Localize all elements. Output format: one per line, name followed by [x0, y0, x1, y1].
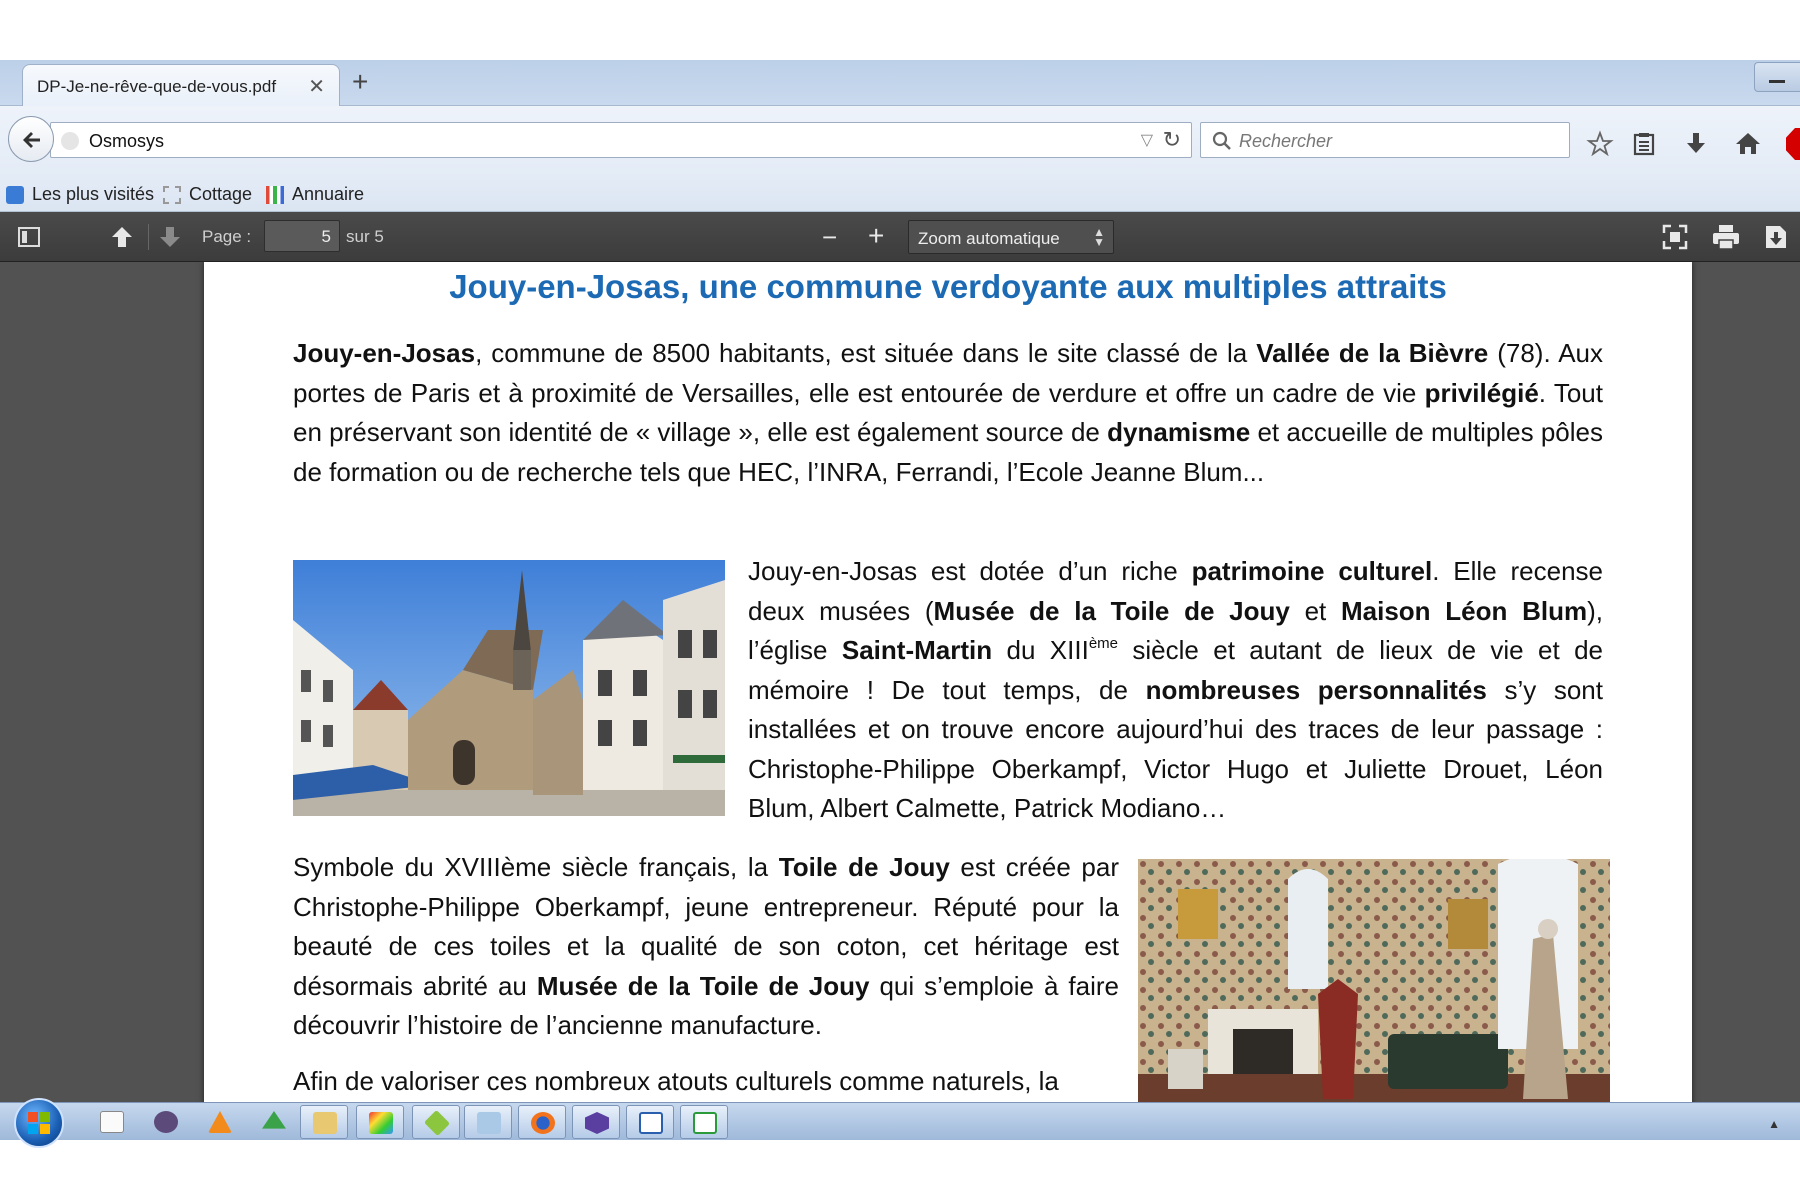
- museum-room-photo: [1138, 859, 1610, 1102]
- bold-text: nombreuses personnalités: [1145, 674, 1487, 705]
- feather-app-icon: [477, 1112, 501, 1134]
- taskbar-notepad[interactable]: [88, 1105, 136, 1139]
- back-arrow-icon: [20, 128, 44, 152]
- bold-text: privilégié: [1424, 377, 1539, 408]
- green-app-icon: [262, 1111, 286, 1133]
- minimize-window-button[interactable]: [1754, 62, 1800, 92]
- taskbar-explorer[interactable]: [300, 1105, 348, 1139]
- firefox-icon: [531, 1112, 555, 1134]
- site-identity-icon[interactable]: [61, 132, 79, 150]
- taskbar-purple-app[interactable]: [572, 1105, 620, 1139]
- toolbar-separator: [148, 224, 149, 250]
- home-icon[interactable]: [1734, 130, 1762, 158]
- page-label: Page :: [202, 227, 252, 246]
- tab-strip: [0, 60, 1800, 106]
- purple-app-icon: [585, 1112, 609, 1134]
- taskbar-cube-app[interactable]: [412, 1105, 460, 1139]
- text-span: s’y sont installées et on trouve encore aujourd’hui des traces de leur passage : Christophe-Philippe Oberkampf, Victor Hugo et Juliette Drouet, Léon Blum, Albert Calmette, Patrick Modiano…: [748, 674, 1603, 823]
- url-text[interactable]: Osmosys: [89, 131, 165, 151]
- taskbar-calc[interactable]: [680, 1105, 728, 1139]
- back-button[interactable]: [8, 116, 54, 162]
- paragraph-closing: Afin de valoriser ces nombreux atouts culturels comme naturels, la: [293, 1066, 1059, 1096]
- bookmark-annuaire[interactable]: [266, 184, 364, 205]
- bookmarks-list-icon[interactable]: [1630, 130, 1658, 158]
- text-span: , commune de 8500 habitants, est située dans le site classé de la: [475, 338, 1257, 368]
- save-document-icon[interactable]: [1764, 224, 1788, 250]
- cube-app-icon: [424, 1110, 450, 1136]
- download-icon[interactable]: [1682, 130, 1710, 158]
- zoom-in-button[interactable]: +: [868, 220, 885, 251]
- zoom-select[interactable]: [908, 220, 1114, 254]
- bold-text: patrimoine culturel: [1191, 556, 1433, 586]
- text-span: ), l’église: [748, 595, 1604, 665]
- most-visited-icon: [6, 186, 24, 204]
- explorer-icon: [313, 1112, 337, 1134]
- bold-text: dynamisme: [1107, 417, 1251, 447]
- bold-text: Saint-Martin: [841, 635, 993, 665]
- pdf-toolbar: [0, 212, 1800, 262]
- taskbar-firefox[interactable]: [518, 1105, 566, 1139]
- zoom-out-button[interactable]: −: [822, 222, 838, 252]
- paragraph-toile: [293, 848, 1119, 1046]
- taskbar-color-app[interactable]: [356, 1105, 404, 1139]
- bookmark-label: Les plus visités: [32, 184, 155, 204]
- text-span: du XIII: [992, 635, 1089, 665]
- start-button[interactable]: [14, 1098, 64, 1148]
- paragraph-heritage: [748, 552, 1603, 829]
- superscript: ème: [1088, 635, 1118, 652]
- pdf-page: [204, 262, 1692, 1102]
- text-span: (78). Aux portes de Paris et à proximité de Versailles, elle est entourée de verdure et offre un cadre de vie: [293, 338, 1603, 408]
- new-tab-button[interactable]: +: [352, 66, 369, 97]
- text-span: . Elle recense deux musées (: [748, 556, 1603, 626]
- media-icon: [154, 1111, 178, 1133]
- show-hidden-icons-icon[interactable]: ▲: [1768, 1117, 1780, 1131]
- tab-title: DP-Je-ne-rêve-que-de-vous.pdf: [37, 77, 277, 96]
- zoom-value: Zoom automatique: [918, 229, 1060, 248]
- folder-icon: [163, 186, 181, 204]
- text-span: Symbole du XVIIIème siècle français, la: [293, 852, 779, 882]
- church-photo: [293, 560, 725, 816]
- taskbar-feather-app[interactable]: [464, 1105, 512, 1139]
- search-placeholder: Rechercher: [1239, 131, 1333, 151]
- bold-text: Vallée de la Bièvre: [1256, 338, 1489, 368]
- calc-icon: [693, 1112, 717, 1134]
- sidebar-toggle-button[interactable]: [18, 227, 40, 247]
- pdf-viewer[interactable]: [0, 262, 1800, 1102]
- tab-pdf[interactable]: [22, 64, 340, 107]
- color-app-icon: [369, 1112, 393, 1134]
- taskbar-writer[interactable]: [626, 1105, 674, 1139]
- history-dropdown-icon[interactable]: ▽: [1140, 132, 1153, 149]
- bookmark-most-visited[interactable]: [6, 184, 154, 205]
- bookmarks-toolbar: [0, 178, 1800, 212]
- next-page-icon[interactable]: [158, 225, 182, 249]
- text-span: et accueille de multiples pôles de formation ou de recherche tels que HEC, l’INRA, Ferrandi, l’Ecole Jeanne Blum...: [293, 417, 1604, 487]
- text-span: et: [1289, 595, 1341, 626]
- taskbar-media[interactable]: [142, 1105, 190, 1139]
- presentation-mode-icon[interactable]: [1662, 224, 1688, 250]
- vlc-icon: [208, 1111, 232, 1133]
- page-count: sur 5: [346, 227, 384, 246]
- search-icon: [1211, 130, 1233, 152]
- notepad-icon: [100, 1111, 124, 1133]
- windows-logo-icon: [27, 1111, 51, 1135]
- text-span: siècle et autant de lieux de vie et de mémoire ! De tout temps, de: [748, 635, 1604, 705]
- search-bar[interactable]: [1200, 122, 1570, 158]
- text-span: . Tout en préservant son identité de « village », elle est également source de: [293, 377, 1603, 447]
- url-bar[interactable]: [50, 122, 1192, 158]
- taskbar: [0, 1102, 1800, 1140]
- taskbar-vlc[interactable]: [196, 1105, 244, 1139]
- bold-text: Toile de Jouy: [778, 852, 950, 882]
- taskbar-green-app[interactable]: [250, 1105, 298, 1139]
- bookmark-cottage[interactable]: [163, 184, 252, 205]
- close-tab-icon[interactable]: ✕: [308, 76, 325, 98]
- navigation-bar: [0, 106, 1800, 178]
- bookmark-star-icon[interactable]: [1586, 130, 1614, 158]
- bold-text: Maison Léon Blum: [1341, 595, 1588, 626]
- reload-icon[interactable]: ↻: [1162, 127, 1181, 152]
- text-span: est créée par Christophe-Philippe Oberkampf, jeune entrepreneur. Réputé pour la beauté de ces toiles et la qualité de son coton, cet héritage est désormais abrité au: [293, 852, 1119, 1001]
- text-span: Jouy-en-Josas est dotée d’un riche: [748, 556, 1192, 586]
- writer-icon: [639, 1112, 663, 1134]
- bookmark-label: Annuaire: [292, 184, 365, 204]
- text-span: qui s’emploie à faire découvrir l’histoire de l’ancienne manufacture.: [293, 970, 1119, 1040]
- bookmark-label: Cottage: [189, 184, 253, 204]
- select-arrows-icon: ▲ ▼: [1093, 225, 1105, 249]
- previous-page-icon[interactable]: [110, 225, 134, 249]
- bold-text: Jouy-en-Josas: [293, 338, 476, 368]
- bold-text: Musée de la Toile de Jouy: [536, 970, 870, 1001]
- page-number-input[interactable]: 5: [264, 220, 340, 252]
- annuaire-icon: [266, 186, 284, 204]
- paragraph-intro: [293, 334, 1603, 492]
- print-icon[interactable]: [1712, 224, 1740, 250]
- adblock-icon[interactable]: [1786, 128, 1800, 160]
- bold-text: Musée de la Toile de Jouy: [933, 595, 1290, 626]
- document-title: Jouy-en-Josas, une commune verdoyante aux multiples attraits: [449, 268, 1447, 305]
